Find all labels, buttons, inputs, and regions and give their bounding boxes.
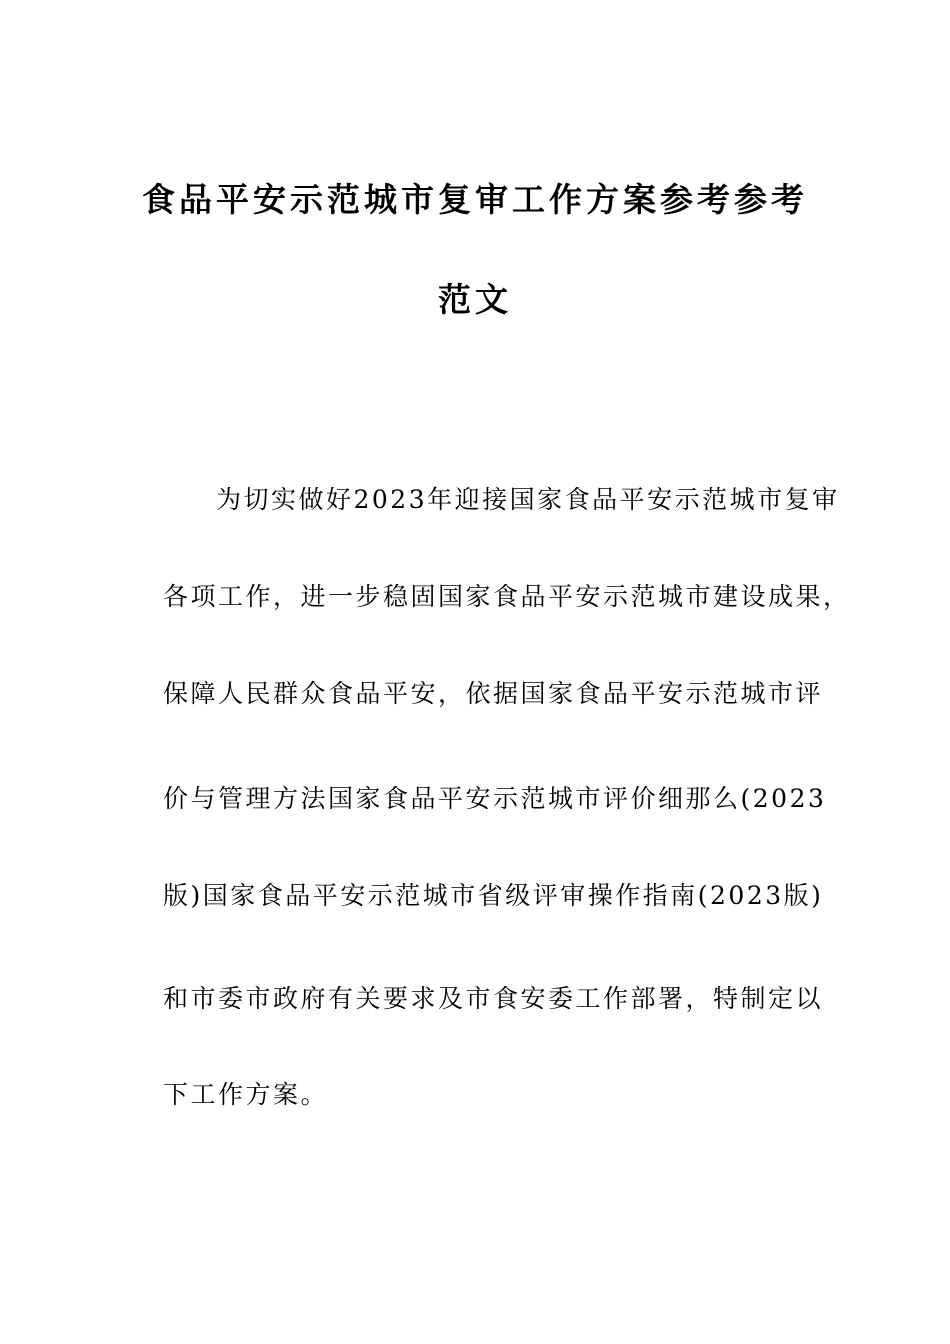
document-title-line-1: 食品平安示范城市复审工作方案参考参考 bbox=[142, 180, 808, 219]
paragraph-line: 各项工作，进一步稳固国家食品平安示范城市建设成果， bbox=[163, 582, 851, 611]
paragraph-line: 下工作方案。 bbox=[163, 1080, 329, 1109]
paragraph-line: 价与管理方法国家食品平安示范城市评价细那么(2023 bbox=[163, 784, 827, 813]
document-title-line-2: 范文 bbox=[438, 280, 512, 319]
paragraph-line: 为切实做好2023年迎接国家食品平安示范城市复审 bbox=[216, 485, 840, 514]
paragraph-line: 保障人民群众食品平安，依据国家食品平安示范城市评 bbox=[163, 679, 824, 708]
paragraph-line: 和市委市政府有关要求及市食安委工作部署，特制定以 bbox=[163, 984, 824, 1013]
paragraph-line: 版)国家食品平安示范城市省级评审操作指南(2023版) bbox=[163, 881, 824, 910]
